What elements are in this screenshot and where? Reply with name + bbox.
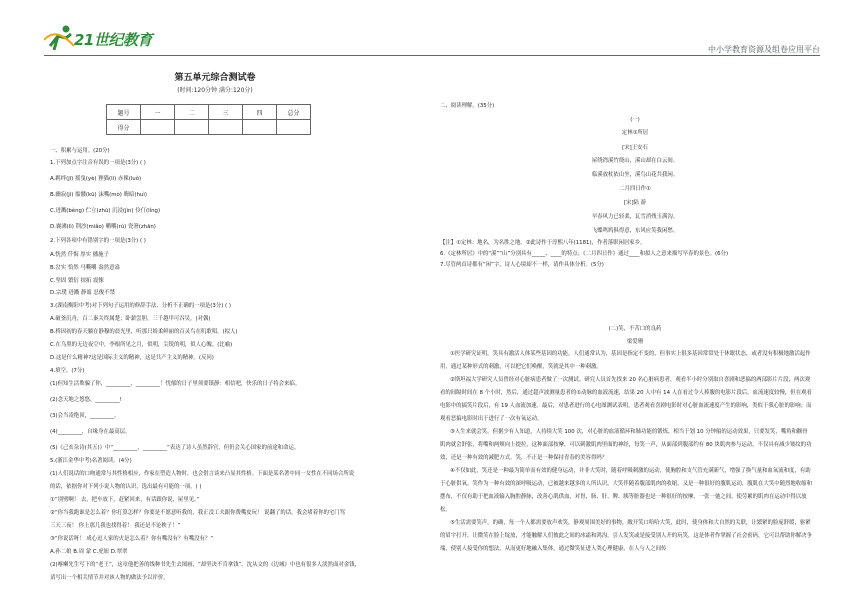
exam-subtitle: (时间:120分钟 满分:120分) <box>177 87 253 94</box>
score-cell[interactable] <box>277 120 311 135</box>
poem-notes: 【注】①定林：地名，为名胜之地。②此诗作于淳熙八年(1181)，作者落职闲居家乡。 <box>440 240 646 246</box>
option-d: D.襄沸(lì) 荆沙(miǎo) 嚼嚼(rú) 瓷箸(zhān) <box>50 224 156 230</box>
exam-title: 第五单元综合测试卷 <box>174 73 256 83</box>
platform-name: 中小学教育资源及组卷应用平台 <box>708 45 820 54</box>
score-header-cell: 四 <box>243 105 277 120</box>
question-5-2-cont: 请写出一个相关情节并对该人物的做法予以评价。 <box>50 575 169 581</box>
option-b: B.桥因初的春天躺在静穆的晨光里，听那只娇柔鲜丽的百灵鸟在叽歌唱。(拟人) <box>50 329 238 335</box>
article-paragraph: ①医学研究证明，笑具有激活人体某些基因的功能。人们通常认为，基因是指定不变的，但事实上很多基因常常处于休眠状态，或者没有积极地激活起作用，通过某种形式的刺激，可以把它们唤醒，笑就是其中一种刺激。 <box>440 351 811 370</box>
article-author: 梁爱珊 <box>626 339 644 345</box>
question-5-1-cont: 的话，依据你对下列小说人物的认识，选出最有可能的一项。( ) <box>50 484 202 490</box>
option-c: C.坚固 繁衍 掠拓 震悚 <box>50 278 104 284</box>
option-b: B.幽寂(jì) 骷髅(kū) 沫嘴(mò) 晦暗(huì) <box>50 192 147 198</box>
score-table-header-row <box>107 105 311 120</box>
poem-author: [宋]陆 游 <box>623 200 647 206</box>
option-b: B.岔实 恰然 马嘶嚼 盎然意盎 <box>50 265 120 271</box>
quote-2-cont: 三天三夜！ 你上那儿我也找得着！ 我还是不论秧子！” <box>50 523 181 529</box>
score-cell[interactable] <box>209 120 243 135</box>
poem-title: 定林①所居 <box>621 130 649 136</box>
article-paragraph: ④不仅如此，笑还是一种最为简单而有效的健身运动，并非大笑时，随着呼吸刺激的运动，使胸腔和支气管充满新气，增强了换气量和血氧流和度，有助于心脏供氧。笑作为一种有效的深呼吸运动，已被越来越多的人所认识，大笑伴随着腹部肌肉的收缩，又是一种很好的腹肌运动，腹肌在大笑中随烈地收缩和摆布，不仅有助于把血液输入胸腔静脉，改善心肌供血，对胃、肠、肝、脾、胰等脏器也是一种很好的按摩，一张一弛之间，使劳累的肌肉在运动中得以放松。 <box>440 468 812 513</box>
poem-line: 早春风力已轻柔，瓦雪消残玉满沟。 <box>591 214 679 220</box>
quote-3: ③“你说话呀！ 成心逗人家的火是怎么着？你有嘴没有？有嘴没有？” <box>50 536 214 542</box>
score-table-row <box>107 120 311 135</box>
option-a: A.恍然 仟悔 厚实 播施子 <box>50 252 109 258</box>
score-header-cell: 题号 <box>107 105 141 120</box>
score-table <box>106 104 311 135</box>
fill-blank-5: (5)《己亥杂诗(其五)》中“_________，_________”表达了诗人虽然辞官，但仍会关心国家的前途和命运。 <box>50 445 300 451</box>
question-5-2: (2)喀喇先生写下的“老王”，这章他把善的线种书先生去图画，“却坚决不肯拿钱”。沈从文的《边城》中也有很多人淡然面对金钱， <box>50 562 360 568</box>
score-cell[interactable] <box>175 120 209 135</box>
question-5: 5.(浙江金华中考)名著阅读。(4分) <box>50 458 132 464</box>
question-6: 6.《定林所居》中的“溪”“山”分别具有_____、____的特点；《二月四日作》通过____和拟人之意来描写早春的景色。(6分) <box>440 251 729 257</box>
quote-2: ②“你当我跑谁是怎么着？你打算怎样？你要是不愿意听我的，我正没工夫跟你费嘴皮玩！ 说翻了的话，我会堵着你的宅门骂 <box>50 510 346 516</box>
question-5-1: (1)人们说话的口吻通常与其性格相应，作家在塑造人物时，也会借言谈来凸显其性格。下面是某名著中同一女性在不同场合所说 <box>50 471 355 477</box>
question-4: 4.填空。(7分) <box>50 368 85 374</box>
logo-text: 21世纪教育 <box>74 31 152 49</box>
question-1: 1.下列加点字注音有误的一项是(3分) ( ) <box>50 160 146 166</box>
article-paragraph: ③人生来就会笑，但据少有人知道，人持续大笑 100 次，对心脏的血液循环和肺功能的锻炼，相当于划 10 分钟船的运动效果，只要发笑，嘴角和颧骨肌肉就会舒张，将嘴和两颊向上提拉，这种面部按摩，可以刺激肌肉里面的神经，每笑一声，从面部到腹部约有 80 块肌肉参与运动，不仅具有减少皱纹的功效，还是一种有效的减肥方式。笑，不正是一种保持青春的美容得吗？ <box>440 429 812 461</box>
score-cell[interactable] <box>141 120 175 135</box>
option-a: A.破釜沉舟，百二秦关终属楚；卧薪尝胆，三千越甲可吞吴。(对偶) <box>50 316 211 322</box>
section-heading: 二、阅读理解。(35分) <box>440 103 495 109</box>
score-cell[interactable] <box>243 120 277 135</box>
poem-line: 临溪放杖依山坐，溪鸟山花共我闲。 <box>591 172 679 178</box>
question-5-options: A.孙二娘 B.周 蒙 C.虎妞 D.翠翠 <box>50 549 128 555</box>
option-d: D.宗璞 迸溅 静谧 忍俊不禁 <box>50 290 115 296</box>
option-d: D.这是什么精神?这是国际主义的精神，这是共产主义的精神。(反问) <box>50 355 214 361</box>
fill-blank-1: (1)但知生活欺骗了你，_________，_________！忧郁的日子里须要镇静：相信吧，快乐的日子将会来临。 <box>50 381 301 387</box>
poem-line: 屋绕湾溪竹绕山，溪山却在白云间。 <box>591 158 679 164</box>
score-header-cell: 二 <box>175 105 209 120</box>
quote-1: ①“别劈啊！ 去，把车放下，赶紧回来，有话跟你说，屋里见。” <box>50 497 200 503</box>
score-header-cell: 总分 <box>277 105 311 120</box>
score-header-cell: 三 <box>209 105 243 120</box>
option-a: A.羁绊(jī) 摇曳(yè) 狸猫(lí) 赤裸(luǒ) <box>50 176 142 182</box>
score-header-cell: 一 <box>141 105 175 120</box>
section-heading: 一、积累与运用。(20分) <box>50 148 110 154</box>
question-2: 2.下列各项中有错别字的一项是(3分) ( ) <box>50 238 146 244</box>
article-paragraph: ②斯坦福大学研究人员曾经对心脏病患者做了一次测试。研究人员首先找来 20 名心脏病患者，观看半小时分别取自喜剧和恶搞的两部影片片段，两次观看的间隔时间在 8 个小时，然后，通过超声波测量患者的①动脉的血液流速，结果 20 人中有 14 人在看过令人捧腹的电影片段后，血流速度较慢，但在观看电影中的搞笑片段后，有 19 人血流加速。最后，对患者进行的心电图测试表明，患者观看喜剧电影时对心脏血流速度产生的影响，类似于我心脏的影响；而观看恶搞电影时出于进行了一次有氧运动。 <box>440 377 812 422</box>
poem-title: 二月四日作① <box>619 186 651 192</box>
fill-blank-3: (3)会当凌绝顶，_________。 <box>50 413 120 419</box>
option-c: C.在乌黑的无边夜空中，李根所见之月，似明，尖锐的明，似人心魄。(比喻) <box>50 342 233 348</box>
header-divider <box>44 55 820 56</box>
poem-line: 飞蝶鸣鸠俱得意，东风应笑我闲愁。 <box>591 228 679 234</box>
fill-blank-4: (4)_________，自缘身在最高层。 <box>50 429 131 435</box>
option-c: C.迸溅(bèng) 伫立(zhù) 沉浸(jìn) 伶仃(líng) <box>50 208 161 214</box>
fill-blank-2: (2)念天地之悠悠，_________! <box>50 397 122 403</box>
article-body <box>440 348 812 556</box>
runner-logo-icon <box>44 24 76 52</box>
score-row-label: 得分 <box>107 120 141 135</box>
article-paragraph: ⑤生活需要笑声，的确，每一个人都需要放声欢笑，静观周围美好的事物，敞开笑口哈哈大笑，此时，使身体和大自然的关联，让繁紧的脸庞舒缓，驱紧的眉宇打开，让微笑在脸上绽放，才能触解人们彼此之间的冰霜和鸿沟，引人发笑或是接受别人开的玩笑，这是体者作掌握了社会密码，它可以帮助你解决争端，使别人接受你的想法，从而更好地融入集体，通过微笑征进人类心理健康，在人与人之间传 <box>440 520 812 552</box>
part-label: (一) <box>630 117 640 123</box>
question-3: 3.(湖南衡阳中考)对下列句子运用的修辞手法，分析不正确的一项是(3分) ( ) <box>50 303 231 309</box>
question-7: 7.尽管两首诗都有“闲”字，诗人心境却不一样，请作具体分析。(5分) <box>440 262 604 268</box>
poem-author: [宋]王安石 <box>622 145 648 151</box>
article-title: (二)笑，不苦口的良药 <box>608 326 662 332</box>
